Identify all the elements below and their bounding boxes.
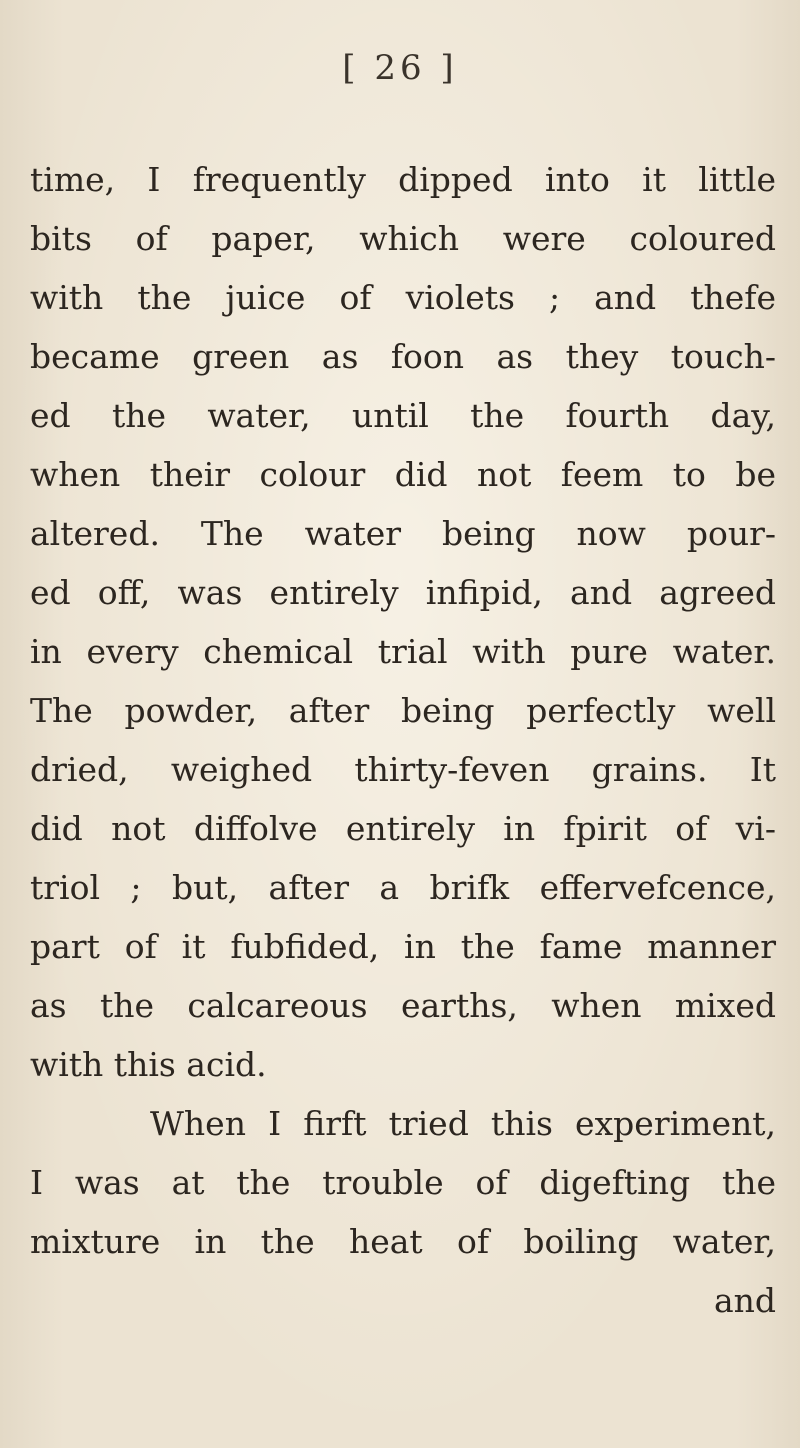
text-line: time, I frequently dipped into it little xyxy=(30,160,776,199)
text-line: ed off, was entirely infipid, and agreed xyxy=(30,573,776,612)
text-line: as the calcareous earths, when mixed xyxy=(30,986,776,1025)
text-line: became green as foon as they touch- xyxy=(30,337,776,376)
text-line: I was at the trouble of digefting the xyxy=(30,1163,776,1202)
text-line: dried, weighed thirty-feven grains. It xyxy=(30,750,776,789)
text-line: in every chemical trial with pure water. xyxy=(30,632,776,671)
text-line: When I firft tried this experiment, xyxy=(150,1104,776,1143)
page-number: [ 26 ] xyxy=(342,48,458,88)
text-line: did not diffolve entirely in fpirit of vi- xyxy=(30,809,776,848)
text-line: triol ; but, after a brifk effervefcence, xyxy=(30,868,776,907)
text-line: ed the water, until the fourth day, xyxy=(30,396,776,435)
text-line: altered. The water being now pour- xyxy=(30,514,776,553)
text-line: with the juice of violets ; and thefe xyxy=(30,278,776,317)
text-line: bits of paper, which were coloured xyxy=(30,219,776,258)
text-line: The powder, after being perfectly well xyxy=(30,691,776,730)
paragraph-1 xyxy=(30,150,776,1094)
text-line: part of it fubfided, in the fame manner xyxy=(30,927,776,966)
catchword: and xyxy=(713,1281,776,1320)
text-line: when their colour did not feem to be xyxy=(30,455,776,494)
text-line: with this acid. xyxy=(30,1045,267,1084)
text-line: mixture in the heat of boiling water, xyxy=(30,1222,776,1261)
paragraph-2 xyxy=(30,1094,776,1330)
